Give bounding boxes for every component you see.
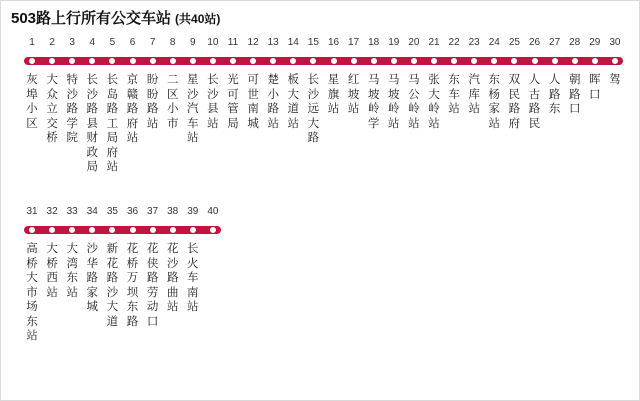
station-number: 7 [149,37,156,48]
station-count: (共40站) [175,12,221,26]
station-number: 6 [129,37,136,48]
station-number: 21 [428,37,440,48]
station-number: 31 [26,206,38,217]
station-label[interactable]: 灰埠小区 [26,74,38,130]
station-stop-dot[interactable] [370,57,378,65]
station-number: 25 [508,37,520,48]
station-stop-dot[interactable] [149,57,157,65]
station-label[interactable]: 东车站 [448,74,460,115]
station-names-row-2 [1,242,640,382]
station-number: 39 [187,206,199,217]
station-label[interactable]: 高桥大市场东站 [26,243,38,342]
station-number: 12 [247,37,259,48]
station-stop-dot[interactable] [149,226,157,234]
station-stop-dot[interactable] [571,57,579,65]
station-stop-dot[interactable] [531,57,539,65]
station-stop-dot[interactable] [169,226,177,234]
station-names-row-1 [1,73,640,223]
station-number: 30 [609,37,621,48]
station-number: 32 [46,206,58,217]
station-number: 13 [267,37,279,48]
station-number: 34 [86,206,98,217]
station-number: 23 [468,37,480,48]
station-stop-dot[interactable] [390,57,398,65]
station-label[interactable]: 星旗站 [327,74,340,115]
station-stop-dot[interactable] [129,226,137,234]
station-stop-dot[interactable] [350,57,358,65]
station-label[interactable]: 长火车南站 [187,243,199,313]
station-label[interactable]: 可世南城 [247,74,259,130]
station-label[interactable]: 大湾东站 [66,243,78,299]
station-label[interactable]: 二区小市 [166,74,179,130]
station-label[interactable]: 光可管局 [227,74,239,130]
station-label[interactable]: 京赣路府站 [126,74,139,144]
station-number: 37 [147,206,159,217]
station-number: 11 [227,37,239,48]
station-label[interactable]: 马坡岭学 [367,74,380,130]
station-label[interactable]: 盼盼路站 [146,74,159,130]
station-number: 18 [368,37,380,48]
station-label[interactable]: 楚小路站 [267,74,279,130]
station-stop-dot[interactable] [611,57,619,65]
station-numbers-row-2 [1,206,640,220]
route-row-2 [1,206,640,382]
route-row-1 [1,37,640,223]
station-stop-dot[interactable] [169,57,177,65]
route-line-row-2 [1,220,640,242]
station-number: 17 [348,37,360,48]
station-label[interactable]: 花侠路劳动口 [146,243,159,328]
station-stop-dot[interactable] [209,57,217,65]
station-stop-dot[interactable] [209,226,217,234]
station-number: 22 [448,37,460,48]
station-number: 16 [327,37,340,48]
station-stop-dot[interactable] [430,57,438,65]
station-number: 3 [69,37,75,48]
station-number: 14 [287,37,299,48]
station-label[interactable]: 朝路口 [568,74,581,115]
station-number: 27 [549,37,561,48]
station-label[interactable]: 马坡岭站 [388,74,400,130]
station-number: 10 [207,37,219,48]
station-label[interactable]: 大桥西站 [46,243,58,299]
station-number: 29 [589,37,601,48]
station-stop-dot[interactable] [330,57,338,65]
station-stop-dot[interactable] [551,57,559,65]
station-label[interactable]: 长沙路县财政局 [86,74,99,173]
station-label[interactable]: 花桥万坝东路 [126,243,139,328]
station-label[interactable]: 板大道站 [287,74,300,130]
station-label[interactable]: 东杨家站 [488,74,501,130]
station-label[interactable]: 马公岭站 [408,74,420,130]
station-stop-dot[interactable] [229,57,237,65]
station-label[interactable]: 人古路民 [528,74,541,130]
station-label[interactable]: 红坡站 [347,74,360,115]
station-stop-dot[interactable] [28,57,36,65]
station-number: 28 [569,37,581,48]
station-label[interactable]: 星沙汽车站 [187,74,199,144]
station-number: 26 [528,37,541,48]
station-number: 38 [167,206,179,217]
station-number: 15 [307,37,319,48]
station-stop-dot[interactable] [129,57,137,65]
station-number: 19 [388,37,400,48]
station-label[interactable]: 人路东 [548,74,561,115]
station-label[interactable]: 长岛路工局府站 [106,74,119,173]
route-line-row-1 [1,51,640,73]
station-label[interactable]: 大众立交桥 [46,74,58,144]
page-title [11,7,220,28]
station-number: 20 [408,37,420,48]
station-label[interactable]: 双民路府 [508,74,521,130]
station-stop-dot[interactable] [189,226,197,234]
station-label[interactable]: 驾 [609,74,621,86]
station-stop-dot[interactable] [591,57,599,65]
station-number: 40 [207,206,219,217]
station-stop-dot[interactable] [410,57,418,65]
route-title: 503路上行所有公交车站 [11,10,172,27]
station-number: 1 [29,37,35,48]
station-label[interactable]: 张大岭站 [428,74,440,130]
station-label[interactable]: 长沙远大路 [307,74,320,144]
station-number: 2 [49,37,55,48]
station-label[interactable]: 沙华路家城 [86,243,99,313]
station-number: 35 [106,206,118,217]
station-stop-dot[interactable] [28,226,36,234]
station-label[interactable]: 汽库站 [468,74,480,115]
station-label[interactable]: 长沙县站 [207,74,219,130]
station-number: 9 [190,37,196,48]
station-stop-dot[interactable] [189,57,197,65]
station-label[interactable]: 新花路沙大道 [106,243,119,328]
station-label[interactable]: 特沙路学院 [66,74,78,144]
station-label[interactable]: 晖口 [589,74,601,101]
station-numbers-row-1 [1,37,640,51]
station-number: 33 [66,206,78,217]
station-number: 4 [89,37,96,48]
station-number: 5 [109,37,116,48]
station-number: 8 [169,37,176,48]
station-number: 36 [126,206,139,217]
station-number: 24 [488,37,500,48]
station-label[interactable]: 花沙路曲站 [166,243,179,313]
